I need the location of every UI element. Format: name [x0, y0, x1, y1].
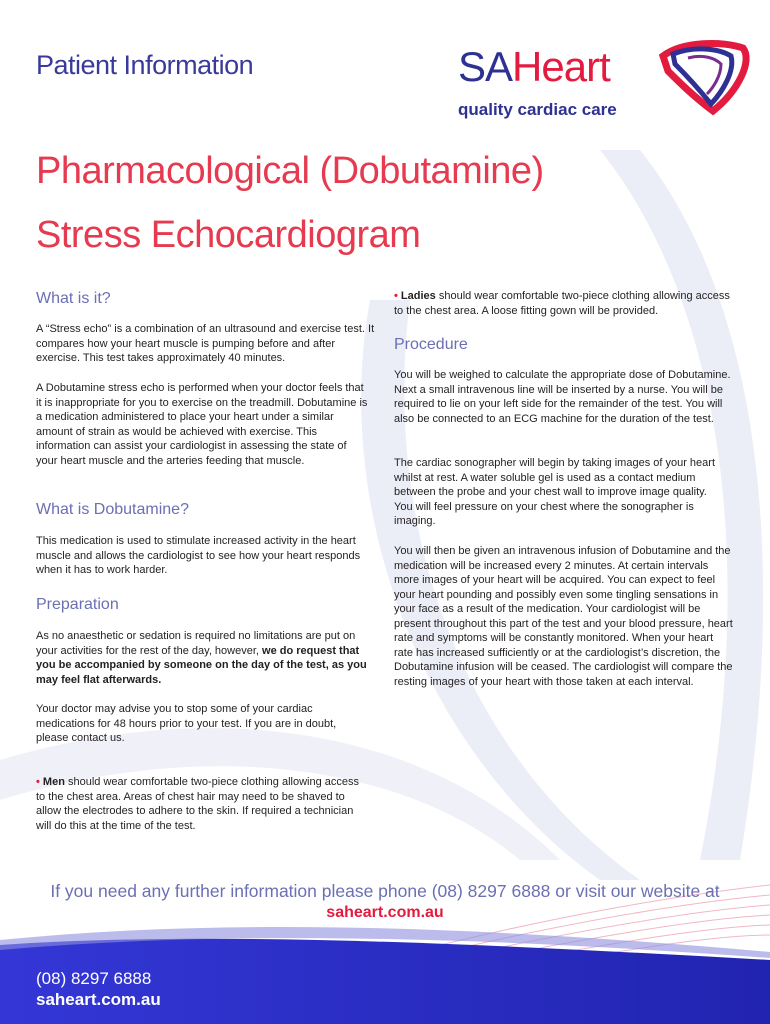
- contact-call-to-action: [0, 880, 770, 924]
- logo-sa: SA: [458, 43, 513, 90]
- dobutamine-paragraph: This medication is used to stimulate increased activity in the heart muscle and allows the cardiologist to see how your heart responds when it has to work harder.: [36, 535, 361, 576]
- what-is-it-heading: What is it?: [36, 290, 111, 307]
- procedure-heading: Procedure: [394, 336, 468, 353]
- preparation-paragraph-1: [36, 629, 378, 687]
- heart-swirl-icon: [643, 36, 763, 116]
- what-is-it-paragraph-1: A “Stress echo” is a combination of an ultrasound and exercise test. It compares how your heart muscle is pumping before and after exercise. This test takes approximately 40 minutes.: [36, 323, 375, 364]
- ladies-label: Ladies: [400, 290, 436, 302]
- what-is-dobutamine-heading: What is Dobutamine?: [36, 501, 189, 518]
- procedure-paragraph-1: You will be weighed to calculate the appropriate dose of Dobutamine. Next a small intravenous line will be inserted by a nurse. You will be required to lie on your left side for the remainder of the test. You will also be connected to an ECG machine for the duration of the test.: [394, 369, 731, 425]
- procedure-paragraph-2: The cardiac sonographer will begin by taking images of your heart whilst at rest. A water soluble gel is used as a contact medium between the probe and your chest wall to improve image quality. You will feel pressure on your chest where the sonographer is imaging.: [394, 457, 716, 527]
- title-line-1: Pharmacological (Dobutamine): [36, 150, 544, 192]
- logo-wordmark: [458, 43, 610, 90]
- ladies-bullet: •: [394, 290, 398, 302]
- footer-website[interactable]: saheart.com.au: [36, 990, 161, 1009]
- men-bullet: •: [36, 776, 40, 788]
- preparation-text: As no anaesthetic or sedation is required no limitations are put on your activities for the rest of the day, however,: [36, 630, 356, 657]
- footer-phone[interactable]: (08) 8297 6888: [36, 969, 152, 988]
- title-line-2: Stress Echocardiogram: [36, 214, 421, 256]
- ladies-text: should wear comfortable two-piece clothing allowing access to the chest area. A loose fitting gown will be provided.: [394, 290, 730, 317]
- what-is-it-paragraph-2: A Dobutamine stress echo is performed when your doctor feels that it is inappropriate for you to exercise on the treadmill. Dobutamine is a medication administered to place your heart under a similar amount of strain as would be achieved with exercise. This information can assist your cardiologist in assessing the state of your heart muscle and the arteries feeding that muscle.: [36, 382, 368, 467]
- contact-text: If you need any further information please phone (08) 8297 6888 or visit our website at: [50, 881, 720, 901]
- procedure-paragraph-3: You will then be given an intravenous infusion of Dobutamine and the medication will be increased every 2 minutes. At certain intervals more images of your heart will be acquired. You can expect to feel your heart pounding and possibly even some tingling sensations in your face as a result of the medication. Your cardiologist will be present throughout this part of the test and your blood pressure, heart rate and symptoms will be constantly monitored. When your heart rate has increased sufficiently or at the cardiologist’s discretion, the Dobutamine infusion will be ceased. The cardiologist will compare the resting images of your heart with those taken at each interval.: [394, 545, 733, 688]
- men-label: Men: [42, 776, 65, 788]
- preparation-paragraph-2: Your doctor may advise you to stop some of your cardiac medications for 48 hours prior to your test. If you are in doubt, please contact us.: [36, 703, 337, 744]
- men-clothing-note: [36, 775, 368, 833]
- patient-information-label: Patient Information: [36, 50, 254, 80]
- preparation-heading: Preparation: [36, 596, 119, 613]
- website-link[interactable]: saheart.com.au: [326, 904, 444, 921]
- ladies-clothing-note: [394, 289, 739, 318]
- preparation-emphasis: we do request that you be accompanied by someone on the day of the test, as you may feel flat afterwards.: [36, 644, 367, 686]
- saheart-logo: [455, 36, 765, 126]
- logo-heart: Heart: [512, 43, 610, 90]
- men-text: should wear comfortable two-piece clothing allowing access to the chest area. Areas of chest hair may need to be shaved to allow the electrodes to adhere to the skin. If required a technician will do this at the time of the test.: [36, 776, 360, 832]
- footer-contact-details: [36, 968, 161, 1010]
- logo-tagline: quality cardiac care: [458, 100, 617, 119]
